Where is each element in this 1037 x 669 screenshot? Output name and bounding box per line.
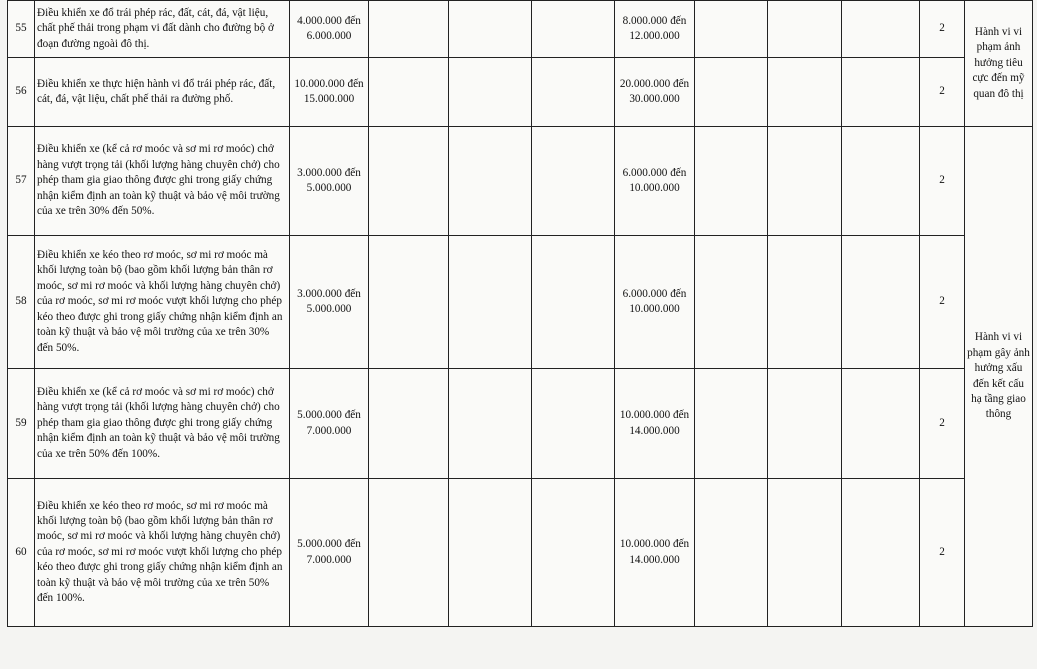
- fine-old: 5.000.000 đến 7.000.000: [290, 369, 369, 479]
- empty-cell: [695, 58, 768, 127]
- violation-description: Điều khiển xe (kể cả rơ moóc và sơ mi rơ moóc) chở hàng vượt trọng tải (khối lượng hàng chuyên chở) cho phép tham gia giao thông được ghi trong giấy chứng nhận kiểm định an toàn kỹ thuật và bảo vệ môi trường của xe trên 30% đến 50%.: [35, 127, 290, 236]
- empty-cell: [768, 236, 842, 369]
- empty-cell: [532, 369, 615, 479]
- table-row: [8, 479, 1033, 627]
- deducted-points: 2: [920, 127, 965, 236]
- row-number: 57: [8, 127, 35, 236]
- violation-description: Điều khiển xe thực hiện hành vi đổ trái phép rác, đất, cát, đá, vật liệu, chất phế thải ra đường phố.: [35, 58, 290, 127]
- empty-cell: [768, 58, 842, 127]
- empty-cell: [449, 127, 532, 236]
- empty-cell: [768, 127, 842, 236]
- fine-new: 10.000.000 đến 14.000.000: [615, 479, 695, 627]
- fine-old: 5.000.000 đến 7.000.000: [290, 479, 369, 627]
- empty-cell: [842, 58, 920, 127]
- penalty-table: [7, 0, 1033, 627]
- deducted-points: 2: [920, 479, 965, 627]
- empty-cell: [695, 127, 768, 236]
- violation-description: Điều khiển xe đổ trái phép rác, đất, cát, đá, vật liệu, chất phế thải trong phạm vi đất dành cho đường bộ ở đoạn đường ngoài đô thị.: [35, 1, 290, 58]
- table-row: [8, 1, 1033, 58]
- empty-cell: [842, 1, 920, 58]
- deducted-points: 2: [920, 236, 965, 369]
- row-number: 58: [8, 236, 35, 369]
- empty-cell: [449, 58, 532, 127]
- empty-cell: [532, 58, 615, 127]
- empty-cell: [369, 127, 449, 236]
- empty-cell: [369, 236, 449, 369]
- empty-cell: [768, 369, 842, 479]
- deducted-points: 2: [920, 58, 965, 127]
- violation-group: Hành vi vi phạm gây ảnh hưởng xấu đến kết cấu hạ tầng giao thông: [965, 127, 1033, 627]
- table-row: [8, 58, 1033, 127]
- empty-cell: [369, 58, 449, 127]
- fine-new: 20.000.000 đến 30.000.000: [615, 58, 695, 127]
- empty-cell: [842, 479, 920, 627]
- empty-cell: [449, 1, 532, 58]
- empty-cell: [695, 1, 768, 58]
- empty-cell: [369, 1, 449, 58]
- fine-new: 10.000.000 đến 14.000.000: [615, 369, 695, 479]
- violation-description: Điều khiển xe kéo theo rơ moóc, sơ mi rơ moóc mà khối lượng toàn bộ (bao gồm khối lượng bản thân rơ moóc, sơ mi rơ moóc và khối lượng hàng chuyên chở) của rơ moóc, sơ mi rơ moóc vượt khối lượng cho phép kéo theo được ghi trong giấy chứng nhận kiểm định an toàn kỹ thuật và bảo vệ môi trường của xe trên 50% đến 100%.: [35, 479, 290, 627]
- empty-cell: [768, 1, 842, 58]
- table-row: [8, 127, 1033, 236]
- fine-old: 4.000.000 đến 6.000.000: [290, 1, 369, 58]
- empty-cell: [842, 236, 920, 369]
- empty-cell: [695, 369, 768, 479]
- table-row: [8, 369, 1033, 479]
- empty-cell: [768, 479, 842, 627]
- fine-old: 3.000.000 đến 5.000.000: [290, 236, 369, 369]
- empty-cell: [532, 236, 615, 369]
- deducted-points: 2: [920, 1, 965, 58]
- violation-description: Điều khiển xe (kể cả rơ moóc và sơ mi rơ moóc) chở hàng vượt trọng tải (khối lượng hàng chuyên chở) cho phép tham gia giao thông được ghi trong giấy chứng nhận kiểm định an toàn kỹ thuật và bảo vệ môi trường của xe trên 50% đến 100%.: [35, 369, 290, 479]
- empty-cell: [369, 369, 449, 479]
- violation-description: Điều khiển xe kéo theo rơ moóc, sơ mi rơ moóc mà khối lượng toàn bộ (bao gồm khối lượng bản thân rơ moóc, sơ mi rơ moóc và khối lượng hàng chuyên chở) của rơ moóc, sơ mi rơ moóc vượt khối lượng cho phép kéo theo được ghi trong giấy chứng nhận kiểm định an toàn kỹ thuật và bảo vệ môi trường của xe trên 30% đến 50%.: [35, 236, 290, 369]
- fine-old: 3.000.000 đến 5.000.000: [290, 127, 369, 236]
- empty-cell: [369, 479, 449, 627]
- empty-cell: [449, 369, 532, 479]
- empty-cell: [449, 479, 532, 627]
- table-row: [8, 236, 1033, 369]
- empty-cell: [532, 1, 615, 58]
- empty-cell: [449, 236, 532, 369]
- row-number: 56: [8, 58, 35, 127]
- row-number: 60: [8, 479, 35, 627]
- empty-cell: [842, 127, 920, 236]
- empty-cell: [532, 479, 615, 627]
- fine-new: 8.000.000 đến 12.000.000: [615, 1, 695, 58]
- row-number: 59: [8, 369, 35, 479]
- fine-new: 6.000.000 đến 10.000.000: [615, 127, 695, 236]
- empty-cell: [842, 369, 920, 479]
- empty-cell: [695, 479, 768, 627]
- row-number: 55: [8, 1, 35, 58]
- fine-new: 6.000.000 đến 10.000.000: [615, 236, 695, 369]
- deducted-points: 2: [920, 369, 965, 479]
- empty-cell: [532, 127, 615, 236]
- empty-cell: [695, 236, 768, 369]
- violation-group: Hành vi vi phạm ảnh hưởng tiêu cực đến mỹ quan đô thị: [965, 1, 1033, 127]
- fine-old: 10.000.000 đến 15.000.000: [290, 58, 369, 127]
